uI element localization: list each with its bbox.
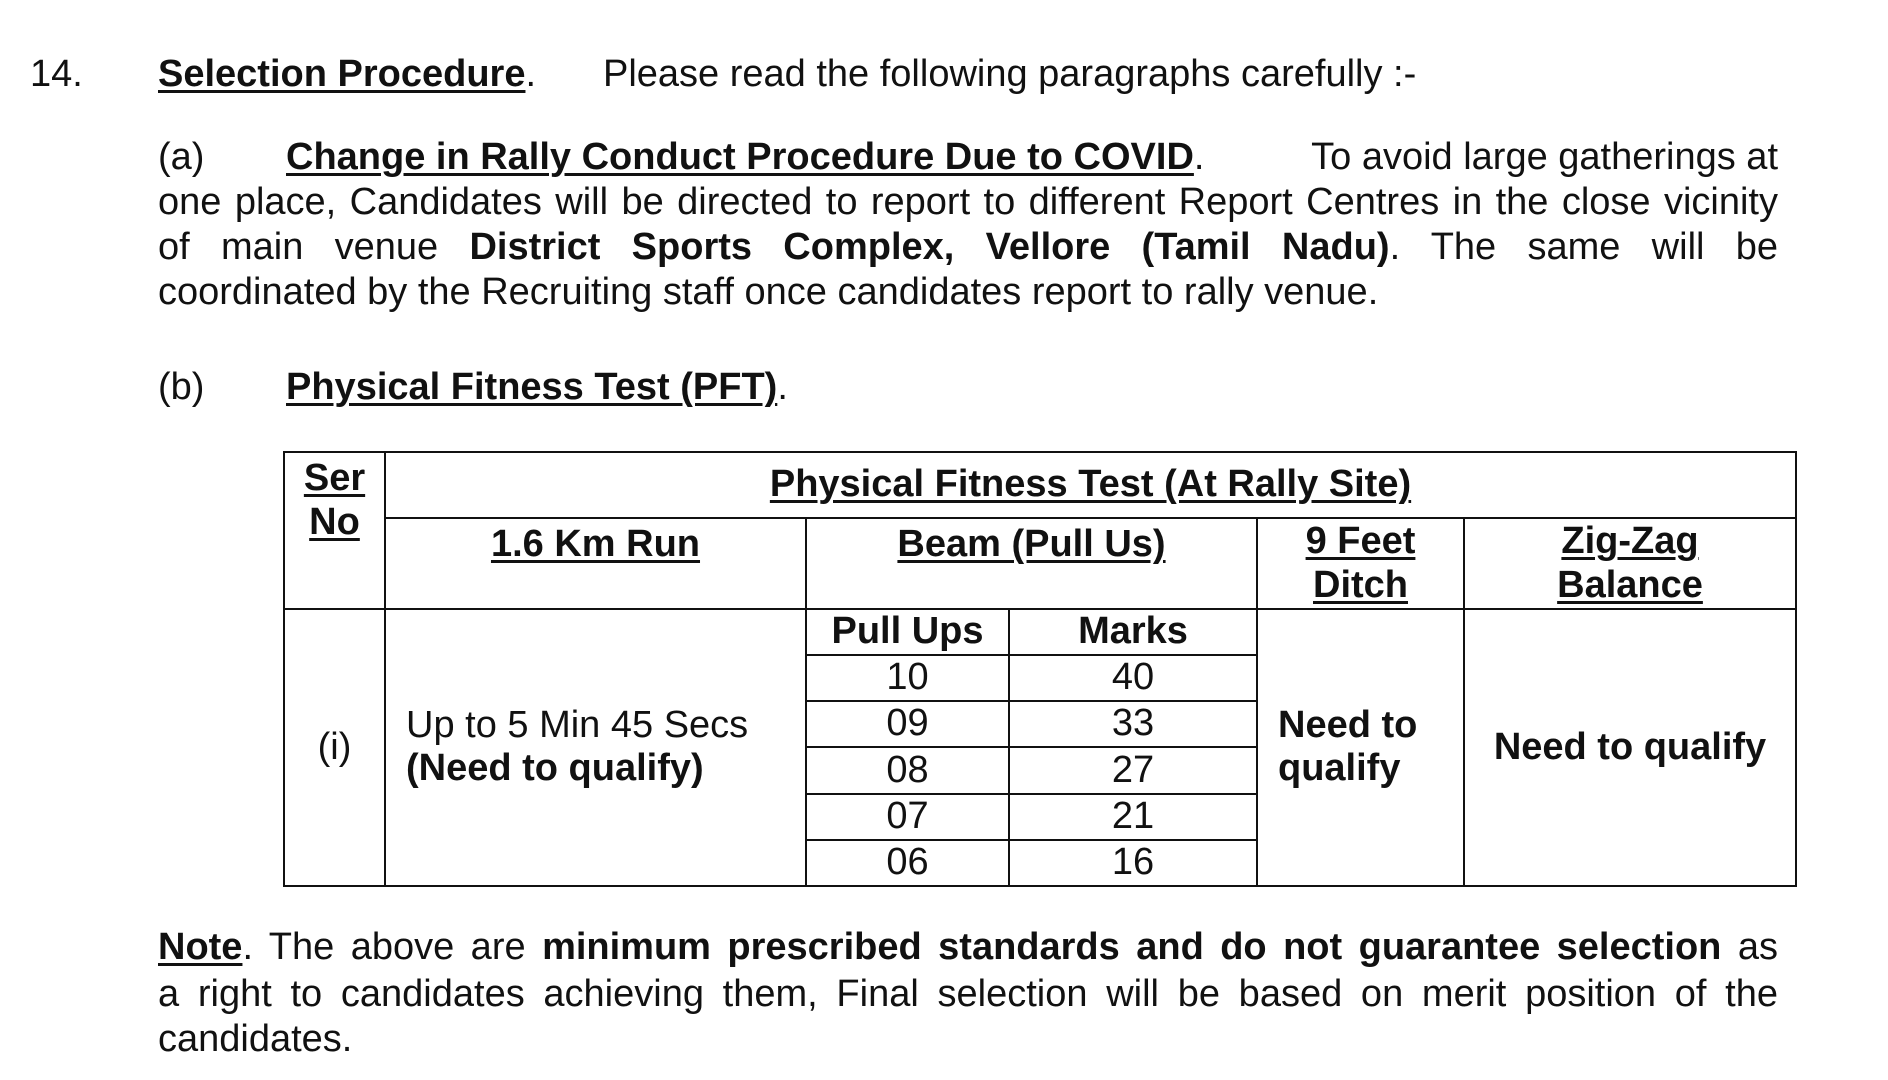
section-title: Selection Procedure: [158, 53, 526, 95]
ser-cell: (i): [284, 609, 385, 886]
run-header: [385, 518, 806, 608]
ditch-cell: [1257, 609, 1464, 886]
pft-table: [283, 451, 1797, 887]
ditch-header-line-2: Ditch: [1313, 563, 1408, 606]
zigzag-header-line-2: Balance: [1557, 563, 1703, 606]
zigzag-header: [1464, 518, 1796, 608]
marks-value: 27: [1009, 747, 1257, 793]
ser-no-header-line-2: No: [309, 500, 360, 543]
para-a-line-4: coordinated by the Recruiting staff once candidates report to rally venue.: [158, 271, 1379, 313]
main-header: [385, 452, 1796, 518]
main-header-text: Physical Fitness Test (At Rally Site): [769, 463, 1412, 506]
para-a-heading-punct: .: [1193, 136, 1205, 178]
ser-no-header-line-1: Ser: [303, 457, 366, 499]
para-b-heading-wrap: [286, 368, 788, 406]
pullups-value: 06: [806, 840, 1009, 886]
section-title-punct: .: [525, 53, 537, 95]
marks-value: 40: [1009, 655, 1257, 701]
marks-value: 33: [1009, 701, 1257, 747]
para-b-heading: Physical Fitness Test (PFT): [286, 366, 778, 408]
marks-subheader: Marks: [1009, 609, 1257, 655]
marks-value: 21: [1009, 794, 1257, 840]
section-heading: [158, 55, 536, 93]
para-a-heading-wrap: [286, 138, 1204, 176]
ditch-header: [1257, 518, 1464, 608]
ditch-value-line-1: Need to: [1278, 703, 1418, 746]
para-a-line-2: one place, Candidates will be directed to report to different Report Centres in the close vicinity: [158, 181, 1778, 223]
para-a-line-3-post: . The same will be: [1389, 226, 1779, 268]
note-line-3: candidates.: [158, 1018, 353, 1060]
para-b-label: (b): [158, 366, 205, 408]
ser-no-header: [284, 452, 385, 609]
para-b-heading-punct: .: [777, 366, 788, 408]
note-label-punct: .: [242, 926, 254, 968]
pullups-value: 08: [806, 747, 1009, 793]
para-a-line-3-pre: of main venue: [158, 226, 439, 268]
para-a-text-1: To avoid large gatherings at: [1311, 136, 1778, 178]
note-line-2: a right to candidates achieving them, Final selection will be based on merit position of the: [158, 973, 1778, 1015]
zigzag-header-line-1: Zig-Zag: [1561, 519, 1699, 562]
zigzag-cell: Need to qualify: [1464, 609, 1796, 886]
pullups-value: 10: [806, 655, 1009, 701]
para-a-heading: Change in Rally Conduct Procedure Due to COVID: [286, 136, 1194, 178]
beam-header: [806, 518, 1257, 608]
run-cell: [385, 609, 806, 886]
note-bold: minimum prescribed standards and do not guarantee selection: [542, 926, 1722, 968]
beam-header-text: Beam (Pull Us): [897, 523, 1166, 566]
para-a-venue: District Sports Complex, Vellore (Tamil Nadu): [469, 226, 1390, 268]
pullups-value: 07: [806, 794, 1009, 840]
section-intro: Please read the following paragraphs carefully :-: [603, 53, 1417, 95]
run-header-text: 1.6 Km Run: [490, 523, 701, 566]
para-a-label: (a): [158, 136, 205, 178]
note-text-post: as: [1737, 926, 1778, 968]
ditch-header-line-1: 9 Feet: [1305, 519, 1416, 562]
pullups-value: 09: [806, 701, 1009, 747]
section-number: 14.: [30, 53, 83, 95]
marks-value: 16: [1009, 840, 1257, 886]
run-time: Up to 5 Min 45 Secs: [406, 703, 749, 746]
run-qualify: (Need to qualify): [406, 747, 704, 790]
note-line-1: [158, 928, 1778, 966]
para-a-line-3: [158, 228, 1778, 266]
pullups-subheader: Pull Ups: [806, 609, 1009, 655]
note-text-pre: The above are: [268, 926, 526, 968]
ditch-value-line-2: qualify: [1278, 747, 1401, 790]
note-label: Note: [158, 926, 243, 968]
